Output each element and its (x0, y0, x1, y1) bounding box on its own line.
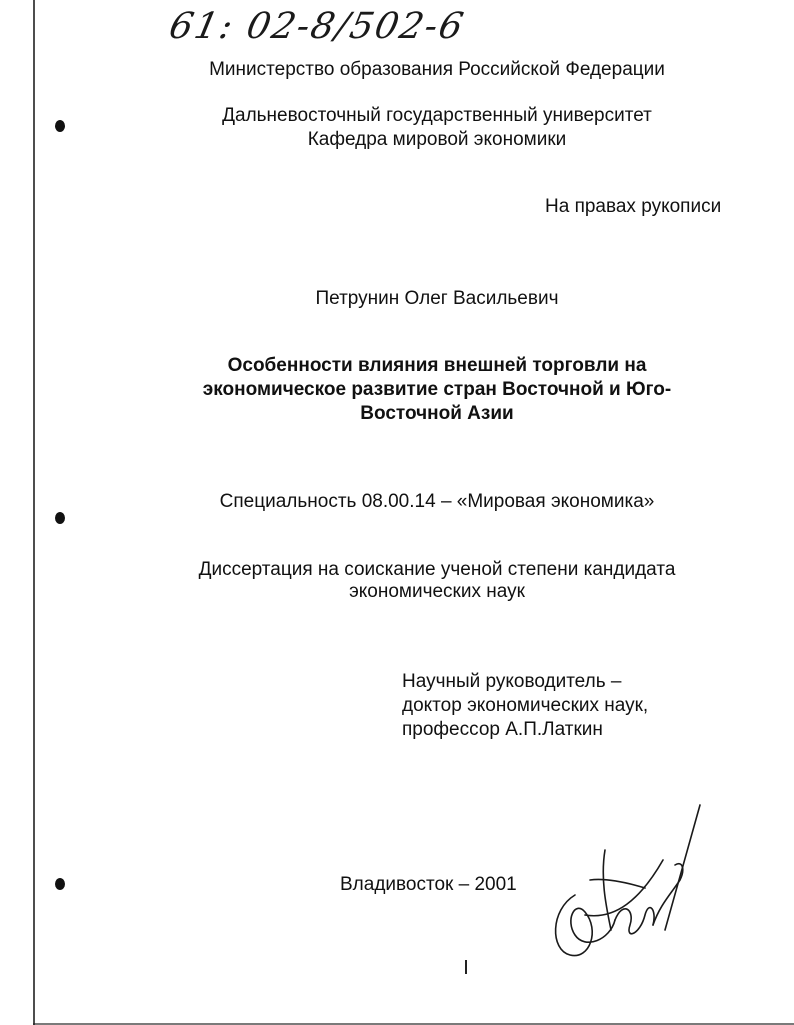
supervisor-line: доктор экономических наук, (402, 695, 649, 716)
author-name: Петрунин Олег Васильевич (315, 288, 559, 309)
scan-mark (465, 960, 467, 974)
degree-line: Диссертация на соискание ученой степени кандидата (198, 559, 676, 580)
supervisor-line: Научный руководитель – (402, 671, 622, 692)
specialty-line: Специальность 08.00.14 – «Мировая экономика» (219, 491, 655, 512)
degree-line: экономических наук (349, 581, 525, 602)
ministry-name: Министерство образования Российской Федерации (209, 59, 665, 80)
department-name: Кафедра мировой экономики (307, 129, 567, 150)
title-line: экономическое развитие стран Восточной и Юго- (202, 379, 672, 400)
title-line: Восточной Азии (360, 403, 514, 424)
supervisor-line: профессор А.П.Латкин (402, 719, 603, 740)
city-year: Владивосток – 2001 (340, 874, 517, 895)
scan-left-edge (33, 0, 35, 1025)
signature-icon (545, 800, 715, 970)
university-name: Дальневосточный государственный университет (222, 105, 652, 126)
handwritten-archive-code: 61: 02-8/502-6 (165, 6, 469, 47)
binding-hole-icon (55, 512, 65, 524)
title-line: Особенности влияния внешней торговли на (227, 355, 647, 376)
manuscript-rights-note: На правах рукописи (545, 196, 722, 217)
binding-hole-icon (55, 878, 65, 890)
